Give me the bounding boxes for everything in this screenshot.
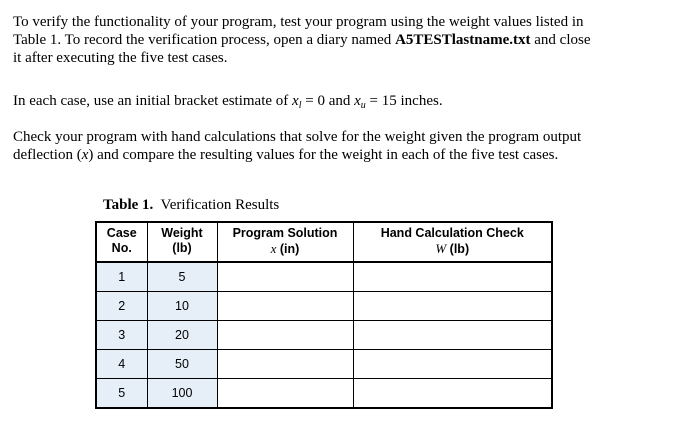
header-program-solution: Program Solution x (in) (217, 222, 353, 262)
intro-line-2a: Table 1. To record the verification process, open a diary named (13, 32, 396, 48)
intro-line-1: To verify the functionality of your program, test your program using the weight values listed in (13, 14, 584, 30)
case-cell: 3 (96, 321, 147, 350)
xl-variable: x (292, 93, 299, 109)
weight-cell: 20 (147, 321, 217, 350)
program-solution-cell[interactable] (217, 292, 353, 321)
check-line-1: Check your program with hand calculations that solve for the weight given the program output (13, 129, 582, 145)
table-row (96, 321, 552, 350)
program-solution-cell[interactable] (217, 350, 353, 379)
table-caption-text: Verification Results (153, 197, 280, 213)
header-weight: Weight (lb) (147, 222, 217, 262)
intro-paragraph (13, 13, 673, 67)
hand-calculation-cell[interactable] (353, 379, 552, 409)
program-solution-cell[interactable] (217, 321, 353, 350)
program-solution-cell[interactable] (217, 262, 353, 292)
weight-cell: 5 (147, 262, 217, 292)
xl-value: = 0 and (301, 93, 355, 109)
header-hand-calculation: Hand Calculation Check W (lb) (353, 222, 552, 262)
verification-table (95, 221, 553, 409)
table-row (96, 292, 552, 321)
table-row (96, 379, 552, 409)
xl-subscript: l (298, 100, 302, 111)
case-cell: 4 (96, 350, 147, 379)
table-caption (103, 197, 279, 214)
intro-line-3: it after executing the five test cases. (13, 50, 228, 66)
table-row (96, 262, 552, 292)
table-row (96, 350, 552, 379)
diary-filename: A5TESTlastname.txt (395, 32, 531, 48)
xu-variable: x (354, 93, 361, 109)
weight-cell: 50 (147, 350, 217, 379)
program-solution-cell[interactable] (217, 379, 353, 409)
check-line-2b: ) and compare the resulting values for the weight in each of the five test cases. (88, 147, 559, 163)
bracket-paragraph (13, 92, 673, 110)
hand-calculation-cell[interactable] (353, 350, 552, 379)
intro-line-2b: and close (530, 32, 591, 48)
weight-cell: 10 (147, 292, 217, 321)
xu-value: = 15 inches. (365, 93, 443, 109)
weight-cell: 100 (147, 379, 217, 409)
hand-calculation-cell[interactable] (353, 262, 552, 292)
hand-calculation-cell[interactable] (353, 292, 552, 321)
case-cell: 1 (96, 262, 147, 292)
check-paragraph (13, 128, 673, 164)
deflection-variable: x (81, 147, 89, 163)
hand-calculation-cell[interactable] (353, 321, 552, 350)
case-cell: 5 (96, 379, 147, 409)
header-case: Case No. (96, 222, 147, 262)
case-cell: 2 (96, 292, 147, 321)
xu-subscript: u (360, 100, 366, 111)
bracket-prefix: In each case, use an initial bracket estimate of (13, 93, 293, 109)
check-line-2a: deflection ( (13, 147, 82, 163)
table-caption-label: Table 1. (103, 197, 154, 213)
table-header-row (96, 222, 552, 262)
